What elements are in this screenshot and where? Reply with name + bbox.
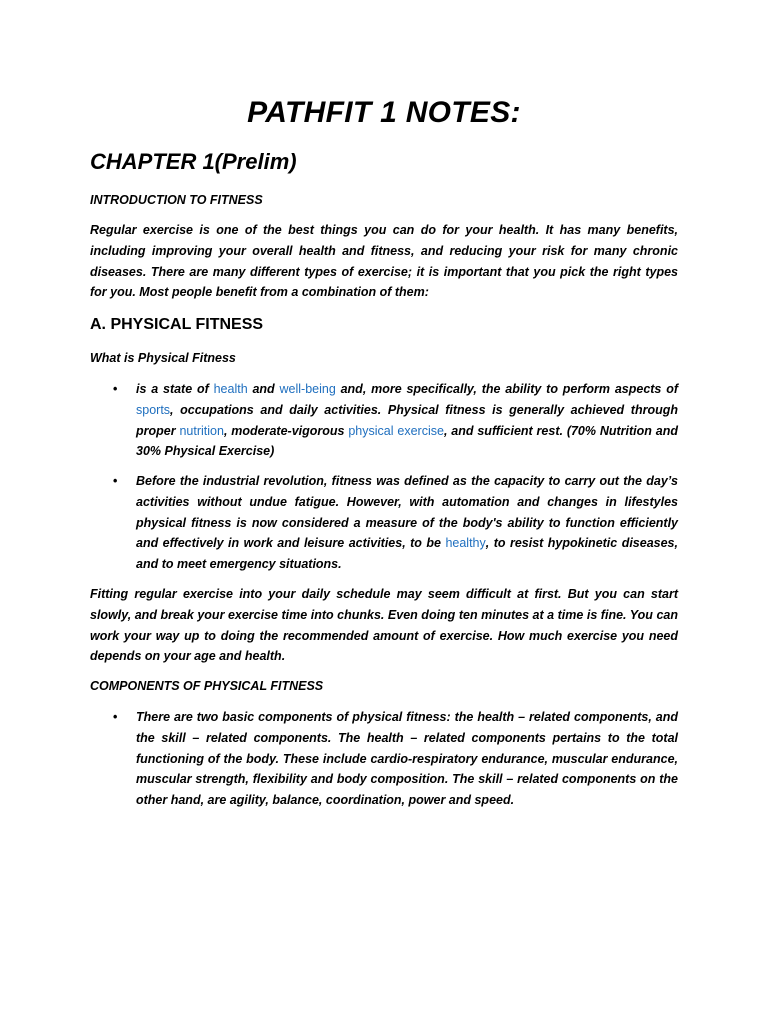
intro-heading: INTRODUCTION TO FITNESS — [90, 193, 263, 207]
document-title: PATHFIT 1 NOTES: — [247, 96, 521, 129]
bullet-marker: • — [113, 382, 118, 396]
chapter-title: CHAPTER 1(Prelim) — [90, 149, 297, 174]
text-run: Before the industrial revolution, fitness was defined as the capacity to carry out the day’s activities without undue fatigue. However, with automation and changes in lifestyles physical fitness is now considered a measure of the body's ability to function efficiently and effectively in work and leisure activities, to be — [136, 474, 678, 551]
link-nutrition[interactable]: nutrition — [179, 423, 224, 438]
exercise-schedule-paragraph: Fitting regular exercise into your daily schedule may seem difficult at first. But you can start slowly, and break your exercise time into chunks. Even doing ten minutes at a time is fine. You can work your way up to doing the recommended amount of exercise. How much exercise you need depends on your age and health. — [90, 587, 678, 664]
intro-paragraph: Regular exercise is one of the best things you can do for your health. It has many benefits, including improving your overall health and fitness, and reducing your risk for many chronic diseases. There are many different types of exercise; it is important that you pick the right types for you. Most people benefit from a combination of them: — [90, 223, 678, 300]
text-run: and — [247, 382, 280, 396]
link-health[interactable]: health — [213, 382, 248, 396]
link-well-being[interactable]: well-being — [279, 382, 336, 396]
text-run: , occupations and daily activities. Physical fitness is generally achieved through proper — [136, 402, 678, 438]
link-healthy[interactable]: healthy — [445, 536, 486, 551]
link-physical-exercise[interactable]: physical exercise — [348, 423, 444, 438]
bullet-components — [113, 707, 678, 811]
text-run: , moderate-vigorous — [223, 423, 349, 438]
bullet-industrial-revolution — [113, 471, 678, 575]
bullet-marker: • — [113, 474, 118, 488]
bullet-text — [136, 379, 678, 462]
bullet-physical-fitness-definition — [113, 379, 678, 462]
bullet-text: There are two basic components of physical fitness: the health – related components, and the skill – related components. The health – related components pertains to the total functioning of the body. These include cardio-respiratory endurance, muscular endurance, muscular strength, flexibility and body composition. The skill – related components on the other hand, are agility, balance, coordination, power and speed. — [136, 710, 678, 808]
link-sports[interactable]: sports — [136, 402, 171, 417]
bullet-marker: • — [113, 710, 118, 724]
text-run: , to resist hypokinetic diseases, and to meet emergency situations. — [136, 536, 678, 572]
section-a-heading: A. PHYSICAL FITNESS — [90, 316, 264, 333]
bullet-text — [136, 471, 678, 575]
text-run: , and sufficient rest. (70% Nutrition and 30% Physical Exercise) — [136, 423, 679, 459]
components-heading: COMPONENTS OF PHYSICAL FITNESS — [90, 679, 324, 693]
text-run: and, more specifically, the ability to perform aspects of — [335, 382, 678, 396]
section-a-subheading: What is Physical Fitness — [90, 351, 236, 365]
text-run: is a state of — [136, 382, 214, 396]
